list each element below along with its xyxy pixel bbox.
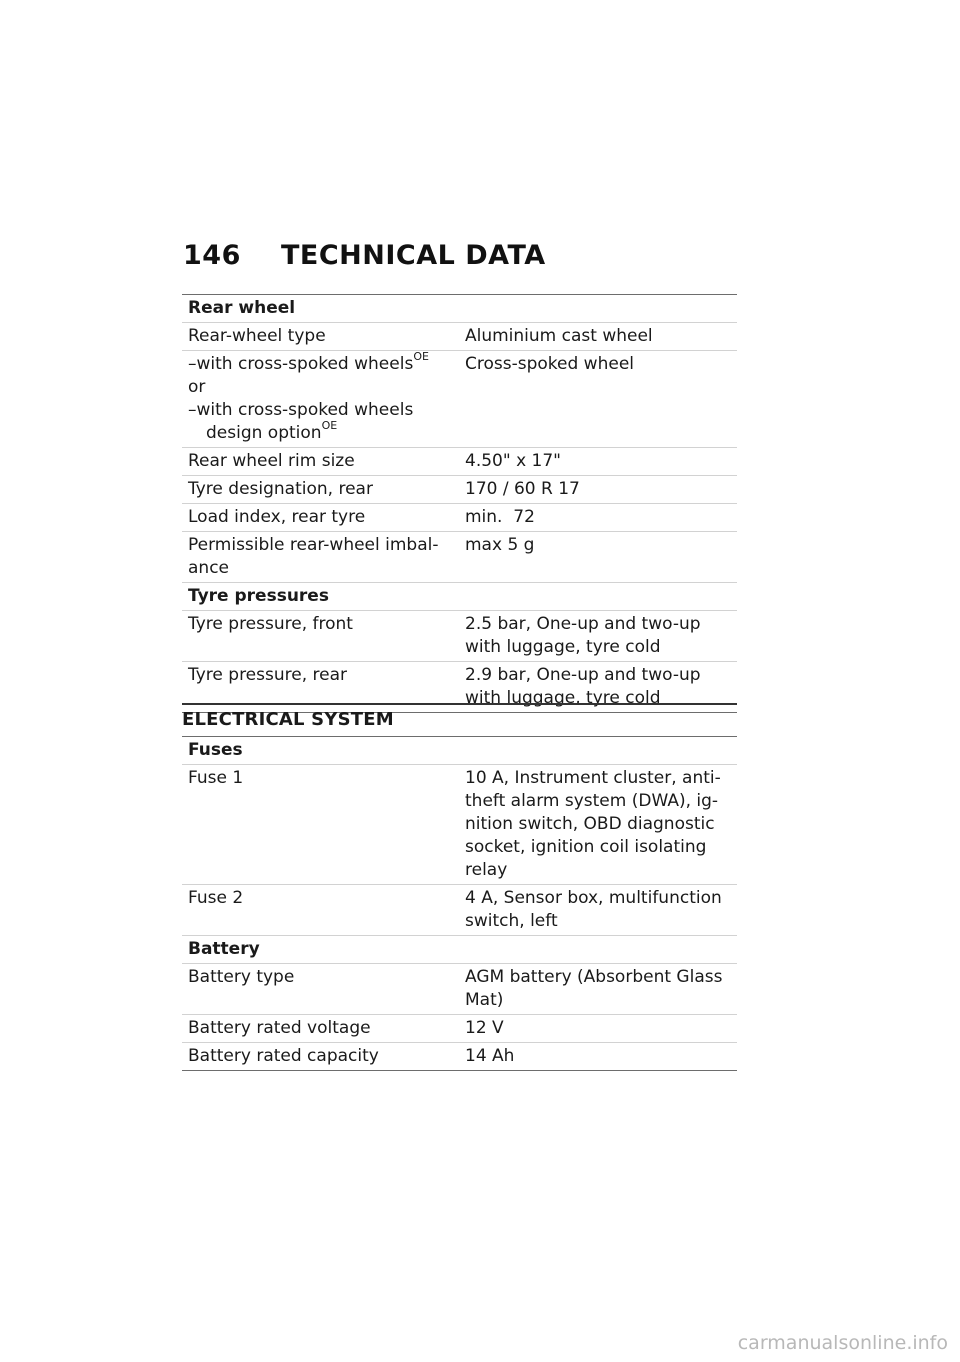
table-row xyxy=(182,476,737,504)
page-header xyxy=(183,240,546,271)
row-label: Battery type xyxy=(188,967,295,987)
row-label: Fuse 2 xyxy=(188,888,244,908)
group-heading-tyre-pressures xyxy=(182,583,737,611)
table-row xyxy=(182,448,737,476)
row-label: Battery rated capacity xyxy=(188,1046,379,1066)
rear-wheel-table xyxy=(182,294,737,713)
row-label: Tyre pressure, front xyxy=(188,614,353,634)
row-label: Rear-wheel type xyxy=(188,326,326,346)
table-row xyxy=(182,611,737,662)
row-label: Load index, rear tyre xyxy=(188,507,366,527)
table-row xyxy=(182,1043,737,1071)
group-heading-label: Battery xyxy=(188,939,260,959)
or-text: or xyxy=(188,377,206,397)
row-value: 4.50" x 17" xyxy=(465,451,561,471)
group-heading-label: Tyre pressures xyxy=(188,586,329,606)
row-label: Tyre designation, rear xyxy=(188,479,373,499)
spoked-options xyxy=(182,351,460,447)
row-value: 4 A, Sensor box, multifunction switch, left xyxy=(465,888,722,931)
option-text: with cross-spoked wheels xyxy=(196,400,414,420)
row-value: 2.9 bar, One-up and two-up with luggage, tyre cold xyxy=(465,665,701,708)
row-label: Rear wheel rim size xyxy=(188,451,355,471)
row-label: Permissible rear-wheel imbal- ance xyxy=(188,535,439,578)
group-heading-fuses xyxy=(182,736,737,765)
option-line: –with cross-spoked wheels design option$^{OE}$ xyxy=(188,400,414,443)
page-number: 146 xyxy=(183,240,241,271)
row-value: 10 A, Instrument cluster, anti- theft alarm system (DWA), ig- nition switch, OBD diagnostic socket, ignition coil isolating relay xyxy=(465,768,721,880)
row-value: Cross-spoked wheel xyxy=(465,354,634,374)
row-value: Aluminium cast wheel xyxy=(465,326,653,346)
table-row xyxy=(182,532,737,583)
group-heading-label: Fuses xyxy=(188,740,243,760)
group-heading-battery xyxy=(182,936,737,964)
oe-marker: OE xyxy=(321,419,338,433)
table-row xyxy=(182,351,737,448)
electrical-table xyxy=(182,736,737,1071)
watermark: carmanualsonline.info xyxy=(737,1332,948,1354)
table-row xyxy=(182,964,737,1015)
row-value: 2.5 bar, One-up and two-up with luggage, tyre cold xyxy=(465,614,701,657)
option-line: –with cross-spoked wheels$^{OE}$ xyxy=(188,350,429,374)
row-value: max 5 g xyxy=(465,535,535,555)
row-label: Tyre pressure, rear xyxy=(188,665,347,685)
row-label: Fuse 1 xyxy=(188,768,244,788)
table-row xyxy=(182,765,737,885)
row-value: AGM battery (Absorbent Glass Mat) xyxy=(465,967,723,1010)
group-heading-label: Rear wheel xyxy=(188,298,296,318)
row-label: Battery rated voltage xyxy=(188,1018,371,1038)
option-text: with cross-spoked wheels xyxy=(196,354,414,374)
row-value: 170 / 60 R 17 xyxy=(465,479,580,499)
table-row xyxy=(182,1015,737,1043)
page-title: TECHNICAL DATA xyxy=(281,240,546,271)
section-title-electrical: ELECTRICAL SYSTEM xyxy=(182,703,737,730)
row-value: min. 72 xyxy=(465,507,535,527)
group-heading-rear-wheel xyxy=(182,294,737,323)
row-value: 12 V xyxy=(465,1018,504,1038)
table-row xyxy=(182,323,737,351)
row-value: 14 Ah xyxy=(465,1046,515,1066)
table-row xyxy=(182,504,737,532)
table-row xyxy=(182,885,737,936)
option-text: design option xyxy=(206,423,322,443)
oe-marker: OE xyxy=(413,350,429,364)
